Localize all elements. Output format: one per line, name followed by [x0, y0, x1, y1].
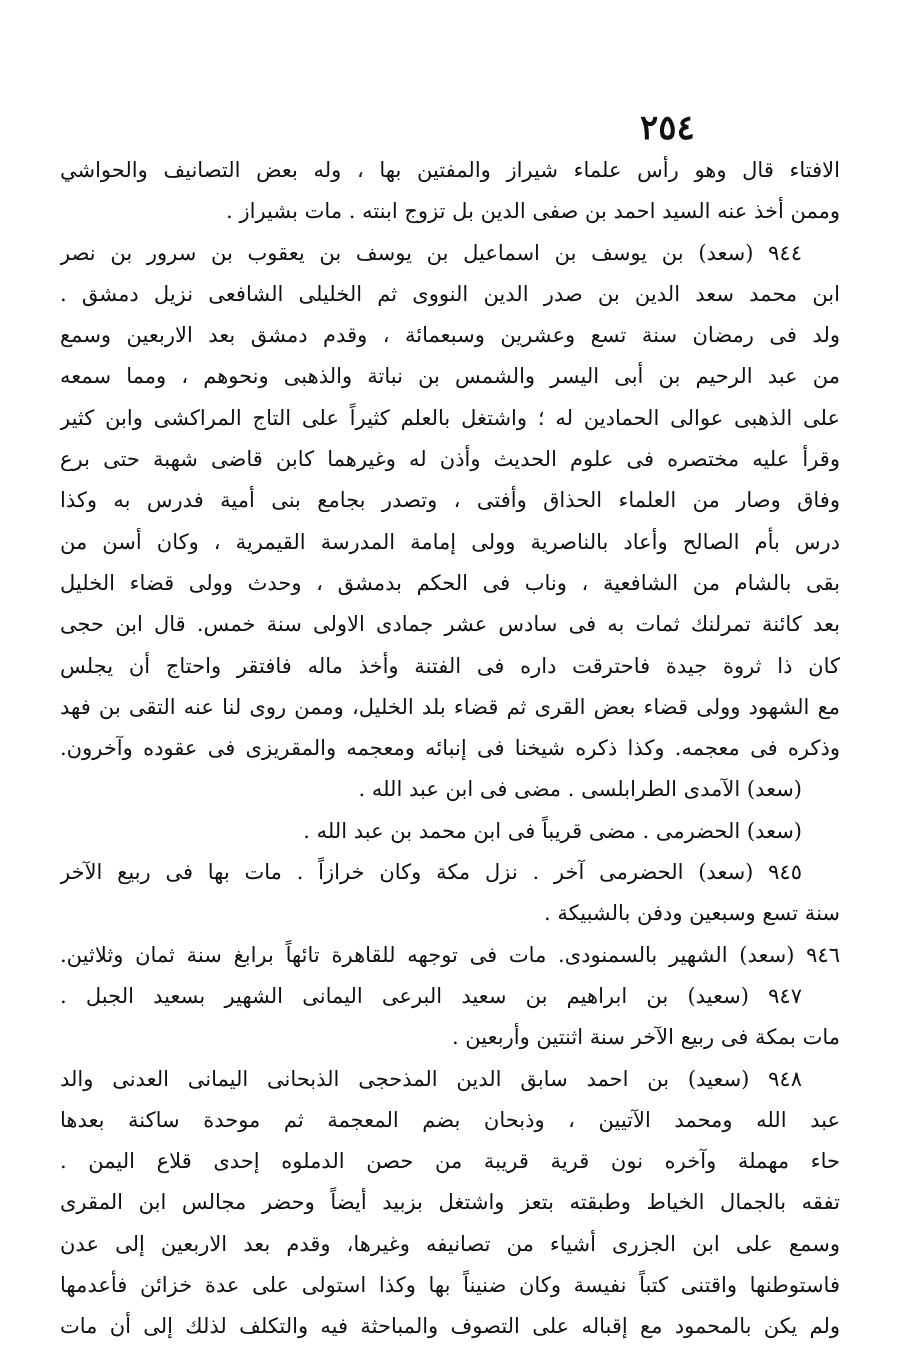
text-line: سنة تسع وسبعين ودفن بالشبيكة .	[544, 901, 840, 926]
text-line: ٩٤٤ (سعد) بن يوسف بن اسماعيل بن يوسف بن يعقوب بن سرور بن نصر	[60, 240, 802, 265]
text-line: عبد الله ومحمد الآتيين ، وذبحان بضم المعجمة ثم موحدة ساكنة بعدها	[60, 1107, 840, 1132]
text-line: وسمع على ابن الجزرى أشياء من تصانيفه وغيرها، وقدم بعد الاربعين إلى عدن	[60, 1231, 840, 1256]
text-line: حاء مهملة وآخره نون قرية قريبة من حصن الدملوه إحدى قلاع اليمن .	[60, 1149, 840, 1174]
text-line: وقرأ عليه مختصره فى علوم الحديث وأذن له وغيرهما كابن قاضى شهبة حتى برع	[60, 447, 840, 472]
text-line: مات بمكة فى ربيع الآخر سنة اثنتين وأربعين .	[451, 1025, 840, 1050]
text-line: بعد كائنة تمرلنك ثمات به فى سادس عشر جمادى الاولى سنة خمس. قال ابن حجى	[60, 612, 840, 637]
text-line: وذكره فى معجمه. وكذا ذكره شيخنا فى إنبائه ومعجمه والمقريزى فى عقوده وآخرون.	[60, 736, 840, 761]
text-line: ٩٤٥ (سعد) الحضرمى آخر . نزل مكة وكان خرازاً . مات بها فى ربيع الآخر	[60, 860, 802, 885]
body-text	[60, 150, 840, 1348]
text-line: على الذهبى عوالى الحمادين له ؛ واشتغل بالعلم كثيراً على التاج المراكشى وابن كثير	[60, 405, 840, 430]
text-line: ولم يكن بالمحمود مع إقباله على التصوف والمباحثة فيه والتكلف لذلك إلى أن مات	[60, 1314, 840, 1339]
text-line: تفقه بالجمال الخياط وطبقته بتعز واشتغل بزبيد أيضاً وحضر مجالس ابن المقرى	[60, 1190, 840, 1215]
text-line: درس بأم الصالح وأعاد بالناصرية وولى إمامة المدرسة القيمرية ، وكان أسن من	[60, 529, 840, 554]
page-number: ٢٥٤	[640, 108, 695, 148]
text-line: (سعد) الحضرمى . مضى قريباً فى ابن محمد بن عبد الله .	[303, 818, 802, 843]
text-line: من عبد الرحيم بن أبى اليسر والشمس بن نباتة والذهبى ونحوهم ، ومما سمعه	[60, 364, 840, 389]
text-line: وممن أخذ عنه السيد احمد بن صفى الدين بل تزوج ابنته . مات بشيراز .	[226, 199, 840, 224]
text-line: الافتاء قال وهو رأس علماء شيراز والمفتين بها ، وله بعض التصانيف والحواشي	[60, 158, 840, 182]
text-line: ٩٤٦ (سعد) الشهير بالسمنودى. مات فى توجهه للقاهرة تائهاً برابغ سنة ثمان وثلاثين.	[60, 942, 840, 967]
text-line: وفاق وصار من العلماء الحذاق وأفتى ، وتصدر بجامع بنى أمية فدرس به وكذا	[60, 488, 840, 513]
text-line: مع الشهود وولى قضاء بعض القرى ثم قضاء بلد الخليل، وممن روى لنا عنه التقى بن فهد	[60, 694, 840, 719]
text-line: ابن محمد سعد الدين بن صدر الدين النووى ثم الخليلى الشافعى نزيل دمشق .	[60, 281, 840, 306]
text-line: ٩٤٨ (سعيد) بن احمد سابق الدين المذحجى الذبحانى اليمانى العدنى والد	[60, 1066, 802, 1091]
text-line: ٩٤٧ (سعيد) بن ابراهيم بن سعيد البرعى اليمانى الشهير بسعيد الجبل .	[60, 983, 802, 1008]
text-line: بقى بالشام من الشافعية ، وناب فى الحكم بدمشق ، وحدث وولى قضاء الخليل	[60, 570, 840, 595]
text-line: كان ذا ثروة جيدة فاحترقت داره فى الفتنة وأخذ ماله فافتقر واحتاج أن يجلس	[60, 653, 840, 678]
text-line: فاستوطنها واقتنى كتباً نفيسة وكان ضنيناً بها وكذا استولى على عدة خزائن فأعدمها	[60, 1273, 840, 1298]
text-line: ولد فى رمضان سنة تسع وعشرين وسبعمائة ، وقدم دمشق بعد الاربعين وسمع	[60, 323, 840, 348]
text-line: (سعد) الآمدى الطرابلسى . مضى فى ابن عبد الله .	[358, 777, 802, 802]
